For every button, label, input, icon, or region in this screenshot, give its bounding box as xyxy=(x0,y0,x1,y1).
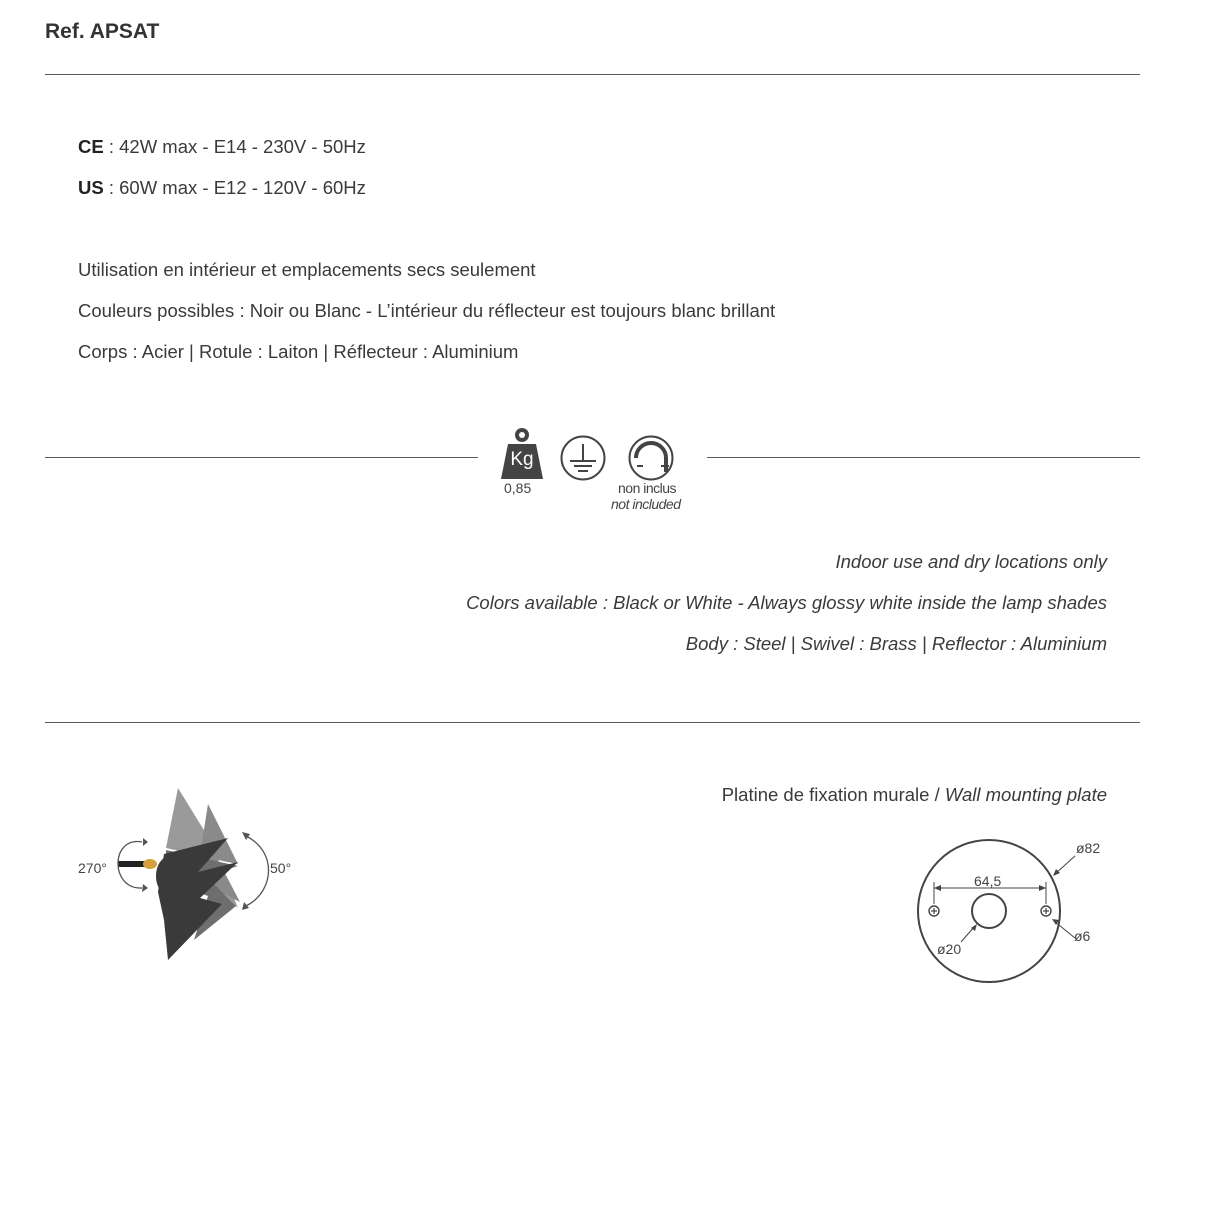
dim-center-diameter: ø20 xyxy=(937,941,962,957)
plate-title-fr: Platine de fixation murale / xyxy=(721,784,945,805)
plate-title-en: Wall mounting plate xyxy=(944,784,1107,805)
dim-outer-diameter: ø82 xyxy=(1076,840,1101,856)
section-divider xyxy=(45,722,1140,723)
product-reference: Ref. APSAT xyxy=(45,20,160,43)
dim-spacing: 64,5 xyxy=(974,873,1002,889)
spec-us-value: : 60W max - E12 - 120V - 60Hz xyxy=(103,177,366,198)
en-materials: Body : Steel | Swivel : Brass | Reflector : Aluminium xyxy=(685,633,1107,654)
en-usage: Indoor use and dry locations only xyxy=(835,551,1107,572)
weight-icon xyxy=(499,427,545,481)
dimmer-icon xyxy=(628,435,676,486)
rotation-horizontal-label: 270° xyxy=(78,860,107,876)
weight-unit: Kg xyxy=(510,449,534,470)
en-colors: Colors available : Black or White - Always glossy white inside the lamp shades xyxy=(466,592,1107,613)
wall-plate-diagram xyxy=(905,830,1105,1005)
spec-us xyxy=(78,177,366,199)
earth-ground-icon xyxy=(560,435,606,486)
dim-hole-diameter: ø6 xyxy=(1074,928,1091,944)
fr-materials: Corps : Acier | Rotule : Laiton | Réflecteur : Aluminium xyxy=(78,341,519,362)
icons-divider-right xyxy=(707,457,1140,458)
dimmer-note-fr: non inclus xyxy=(618,480,677,496)
fr-colors: Couleurs possibles : Noir ou Blanc - L’intérieur du réflecteur est toujours blanc brillant xyxy=(78,300,776,321)
icons-divider-left xyxy=(45,457,478,458)
weight-value: 0,85 xyxy=(504,480,532,496)
spec-ce-value: : 42W max - E14 - 230V - 50Hz xyxy=(103,136,366,157)
spec-ce xyxy=(78,136,366,158)
fr-usage: Utilisation en intérieur et emplacements secs seulement xyxy=(78,259,536,280)
rotation-vertical-label: 50° xyxy=(270,860,292,876)
spec-ce-label: CE xyxy=(78,136,104,157)
lamp-rotation-illustration xyxy=(70,780,310,975)
header-divider xyxy=(45,74,1140,75)
dimmer-note-en: not included xyxy=(611,496,681,512)
spec-us-label: US xyxy=(78,177,104,198)
plate-title xyxy=(722,784,1107,806)
